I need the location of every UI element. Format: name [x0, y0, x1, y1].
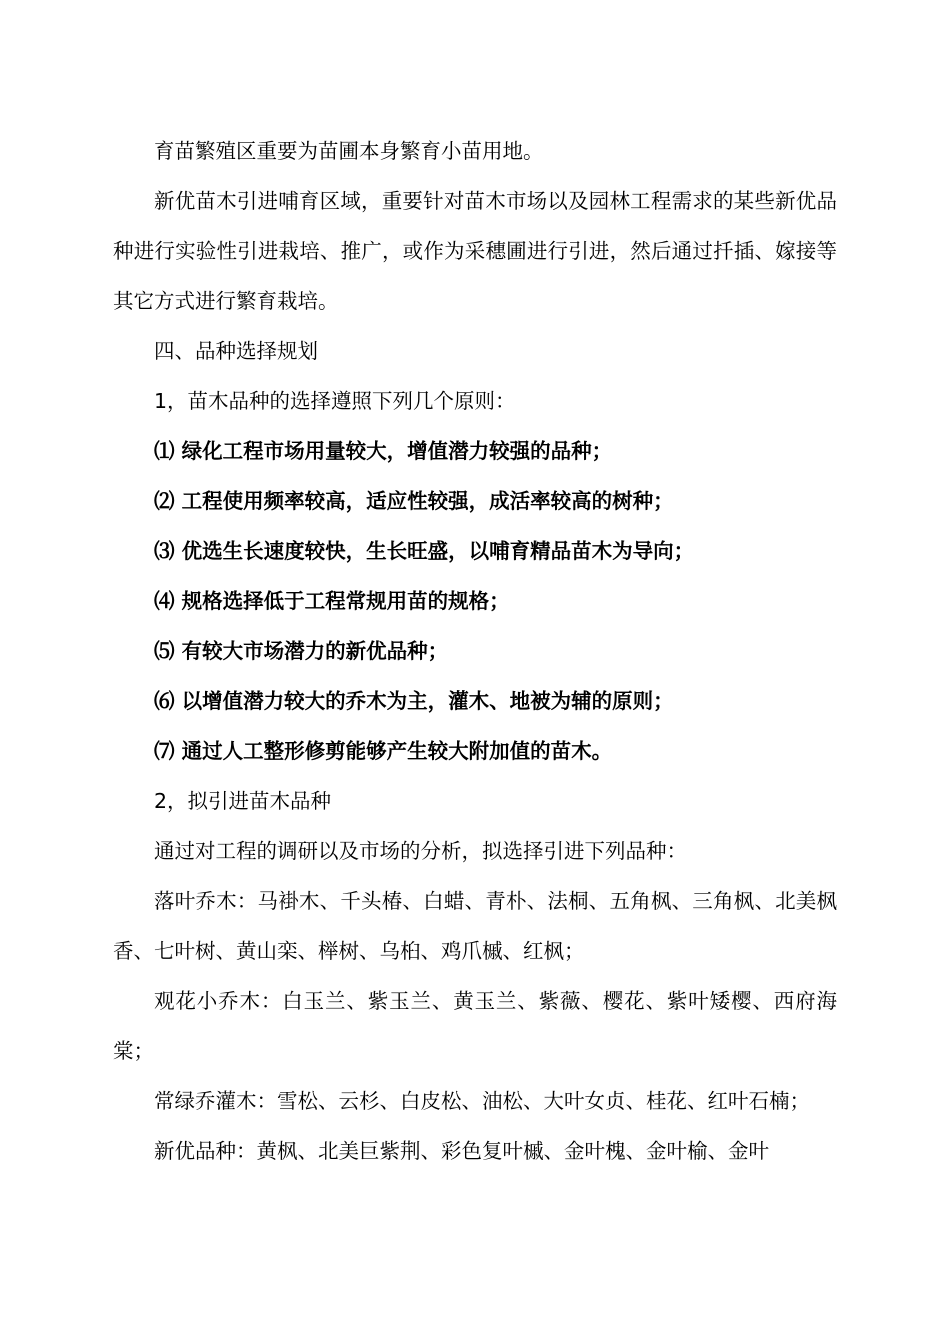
- paragraph-new-seedling-area: 新优苗木引进哺育区域，重要针对苗木市场以及园林工程需求的某些新优品种进行实验性引进栽培、推广，或作为采穗圃进行引进，然后通过扦插、嫁接等其它方式进行繁育栽培。: [113, 189, 837, 313]
- paragraph-flowering-small-trees: 观花小乔木：白玉兰、紫玉兰、黄玉兰、紫薇、樱花、紫叶矮樱、西府海棠；: [113, 989, 837, 1063]
- paragraph-new-varieties: 新优品种：黄枫、北美巨紫荆、彩色复叶槭、金叶槐、金叶榆、金叶: [154, 1139, 769, 1163]
- paragraph-nursery-area: 育苗繁殖区重要为苗圃本身繁育小苗用地。: [154, 139, 544, 163]
- paragraph-evergreen-trees-shrubs: 常绿乔灌木：雪松、云杉、白皮松、油松、大叶女贞、桂花、红叶石楠；: [154, 1089, 810, 1113]
- paragraph-deciduous-trees: 落叶乔木：马褂木、千头椿、白蜡、青朴、法桐、五角枫、三角枫、北美枫香、七叶树、黄山栾、榉树、乌桕、鸡爪槭、红枫；: [113, 889, 837, 963]
- document-body: [113, 126, 837, 1176]
- principle-item-1: ⑴ 绿化工程市场用量较大，增值潜力较强的品种；: [154, 439, 613, 463]
- principle-item-4: ⑷ 规格选择低于工程常规用苗的规格；: [154, 589, 510, 613]
- principle-item-5: ⑸ 有较大市场潜力的新优品种；: [154, 639, 449, 663]
- principle-item-2: ⑵ 工程使用频率较高，适应性较强，成活率较高的树种；: [154, 489, 674, 513]
- principle-item-7: ⑺ 通过人工整形修剪能够产生较大附加值的苗木。: [154, 739, 613, 763]
- subheading-introduced-varieties: 2，拟引进苗木品种: [154, 789, 332, 813]
- subheading-selection-principles: 1，苗木品种的选择遵照下列几个原则：: [154, 389, 516, 413]
- paragraph-selection-intro: 通过对工程的调研以及市场的分析，拟选择引进下列品种：: [154, 839, 687, 863]
- section-heading-variety-planning: 四、品种选择规划: [154, 339, 318, 363]
- principle-item-6: ⑹ 以增值潜力较大的乔木为主，灌木、地被为辅的原则；: [154, 689, 674, 713]
- principle-item-3: ⑶ 优选生长速度较快，生长旺盛，以哺育精品苗木为导向；: [154, 539, 695, 563]
